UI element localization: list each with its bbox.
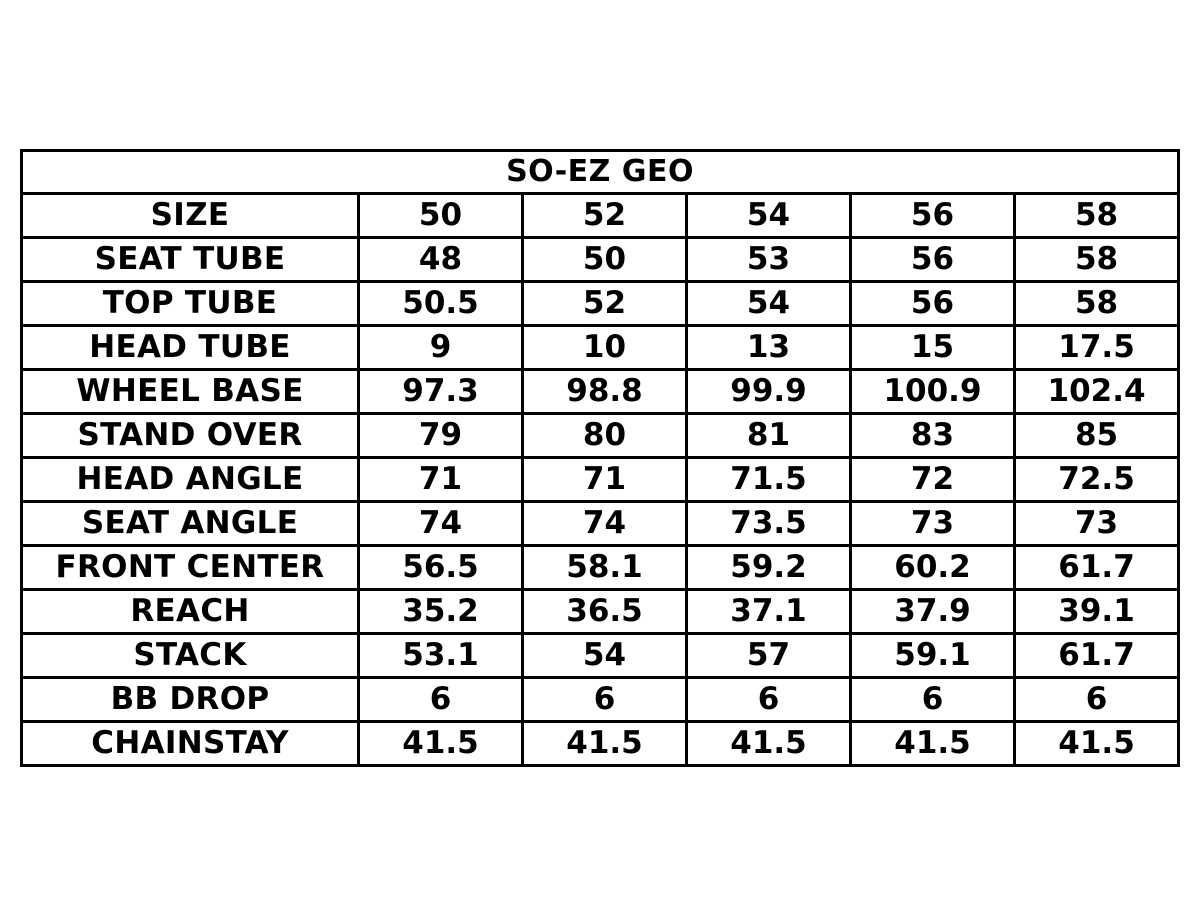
value-cell: 59.1 bbox=[851, 633, 1015, 677]
value-cell: 58.1 bbox=[523, 545, 687, 589]
value-cell: 36.5 bbox=[523, 589, 687, 633]
row-label: SIZE bbox=[22, 193, 359, 237]
table-row bbox=[22, 413, 1179, 457]
table-row bbox=[22, 589, 1179, 633]
value-cell: 6 bbox=[359, 677, 523, 721]
value-cell: 10 bbox=[523, 325, 687, 369]
value-cell: 41.5 bbox=[523, 721, 687, 765]
value-cell: 61.7 bbox=[1015, 633, 1179, 677]
value-cell: 37.1 bbox=[687, 589, 851, 633]
value-cell: 54 bbox=[687, 281, 851, 325]
value-cell: 72.5 bbox=[1015, 457, 1179, 501]
value-cell: 73 bbox=[851, 501, 1015, 545]
value-cell: 54 bbox=[687, 193, 851, 237]
value-cell: 97.3 bbox=[359, 369, 523, 413]
value-cell: 35.2 bbox=[359, 589, 523, 633]
value-cell: 50 bbox=[359, 193, 523, 237]
table-row bbox=[22, 369, 1179, 413]
row-label: REACH bbox=[22, 589, 359, 633]
value-cell: 17.5 bbox=[1015, 325, 1179, 369]
value-cell: 6 bbox=[687, 677, 851, 721]
value-cell: 48 bbox=[359, 237, 523, 281]
value-cell: 13 bbox=[687, 325, 851, 369]
row-label: SEAT TUBE bbox=[22, 237, 359, 281]
value-cell: 50 bbox=[523, 237, 687, 281]
row-label: SEAT ANGLE bbox=[22, 501, 359, 545]
table-row bbox=[22, 545, 1179, 589]
row-label: FRONT CENTER bbox=[22, 545, 359, 589]
value-cell: 58 bbox=[1015, 193, 1179, 237]
row-label: WHEEL BASE bbox=[22, 369, 359, 413]
table-row bbox=[22, 281, 1179, 325]
value-cell: 74 bbox=[359, 501, 523, 545]
value-cell: 58 bbox=[1015, 237, 1179, 281]
value-cell: 50.5 bbox=[359, 281, 523, 325]
value-cell: 98.8 bbox=[523, 369, 687, 413]
value-cell: 59.2 bbox=[687, 545, 851, 589]
value-cell: 71.5 bbox=[687, 457, 851, 501]
value-cell: 15 bbox=[851, 325, 1015, 369]
table-row bbox=[22, 237, 1179, 281]
value-cell: 74 bbox=[523, 501, 687, 545]
table-row bbox=[22, 633, 1179, 677]
value-cell: 72 bbox=[851, 457, 1015, 501]
value-cell: 52 bbox=[523, 193, 687, 237]
value-cell: 56 bbox=[851, 237, 1015, 281]
row-label: BB DROP bbox=[22, 677, 359, 721]
value-cell: 83 bbox=[851, 413, 1015, 457]
geometry-table bbox=[20, 149, 1180, 767]
value-cell: 81 bbox=[687, 413, 851, 457]
value-cell: 100.9 bbox=[851, 369, 1015, 413]
value-cell: 79 bbox=[359, 413, 523, 457]
table-title: SO-EZ GEO bbox=[22, 151, 1179, 194]
value-cell: 9 bbox=[359, 325, 523, 369]
value-cell: 41.5 bbox=[851, 721, 1015, 765]
row-label: HEAD ANGLE bbox=[22, 457, 359, 501]
value-cell: 85 bbox=[1015, 413, 1179, 457]
value-cell: 56 bbox=[851, 281, 1015, 325]
table-row bbox=[22, 501, 1179, 545]
value-cell: 102.4 bbox=[1015, 369, 1179, 413]
value-cell: 6 bbox=[1015, 677, 1179, 721]
value-cell: 56.5 bbox=[359, 545, 523, 589]
row-label: CHAINSTAY bbox=[22, 721, 359, 765]
value-cell: 71 bbox=[523, 457, 687, 501]
value-cell: 52 bbox=[523, 281, 687, 325]
value-cell: 57 bbox=[687, 633, 851, 677]
table-row bbox=[22, 457, 1179, 501]
value-cell: 53.1 bbox=[359, 633, 523, 677]
value-cell: 73 bbox=[1015, 501, 1179, 545]
value-cell: 60.2 bbox=[851, 545, 1015, 589]
value-cell: 73.5 bbox=[687, 501, 851, 545]
table-row bbox=[22, 677, 1179, 721]
row-label: STAND OVER bbox=[22, 413, 359, 457]
value-cell: 56 bbox=[851, 193, 1015, 237]
value-cell: 99.9 bbox=[687, 369, 851, 413]
value-cell: 6 bbox=[851, 677, 1015, 721]
value-cell: 41.5 bbox=[1015, 721, 1179, 765]
row-label: STACK bbox=[22, 633, 359, 677]
value-cell: 41.5 bbox=[687, 721, 851, 765]
title-row bbox=[22, 151, 1179, 194]
value-cell: 54 bbox=[523, 633, 687, 677]
table-row bbox=[22, 721, 1179, 765]
value-cell: 41.5 bbox=[359, 721, 523, 765]
value-cell: 39.1 bbox=[1015, 589, 1179, 633]
value-cell: 6 bbox=[523, 677, 687, 721]
value-cell: 61.7 bbox=[1015, 545, 1179, 589]
value-cell: 58 bbox=[1015, 281, 1179, 325]
value-cell: 53 bbox=[687, 237, 851, 281]
value-cell: 37.9 bbox=[851, 589, 1015, 633]
table-row bbox=[22, 193, 1179, 237]
table-row bbox=[22, 325, 1179, 369]
row-label: HEAD TUBE bbox=[22, 325, 359, 369]
geometry-table-body bbox=[22, 151, 1179, 766]
value-cell: 71 bbox=[359, 457, 523, 501]
value-cell: 80 bbox=[523, 413, 687, 457]
row-label: TOP TUBE bbox=[22, 281, 359, 325]
